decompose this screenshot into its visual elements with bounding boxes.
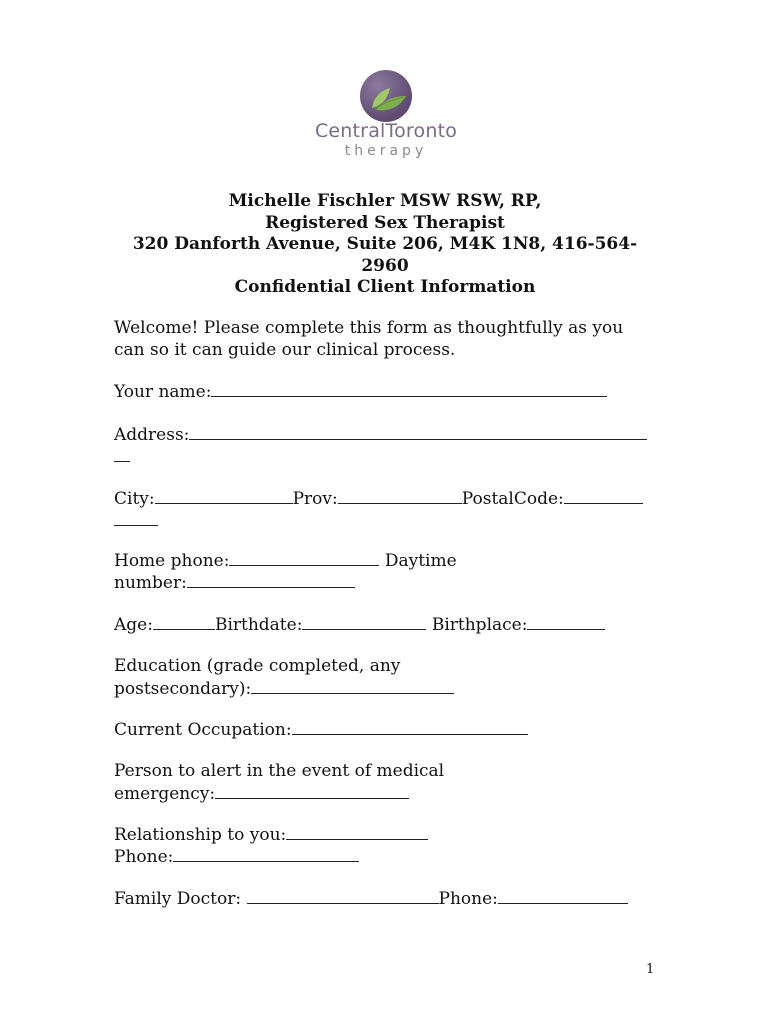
- intro-line-2: can so it can guide our clinical process.: [114, 340, 456, 360]
- page-number: 1: [646, 962, 655, 977]
- emergency-label: emergency:: [114, 784, 216, 804]
- relationship-row: [114, 824, 428, 847]
- city-field[interactable]: [155, 488, 293, 504]
- emergency-phone-field[interactable]: [173, 846, 359, 862]
- emergency-line-1: Person to alert in the event of medical: [114, 761, 445, 781]
- document-header: [114, 191, 656, 299]
- prov-label: Prov:: [292, 489, 338, 509]
- birthdate-field[interactable]: [302, 614, 426, 630]
- name-field[interactable]: [211, 381, 607, 397]
- city-row: [114, 488, 643, 511]
- daytime-number-row: [114, 572, 355, 595]
- emergency-phone-row: [114, 846, 359, 869]
- logo-sub-text: therapy: [344, 143, 428, 159]
- city-label: City:: [114, 489, 155, 509]
- address-label: Address:: [114, 425, 190, 445]
- home-phone-row: [114, 550, 457, 573]
- education-label: postsecondary):: [114, 679, 252, 699]
- relationship-label: Relationship to you:: [114, 825, 287, 845]
- age-field[interactable]: [153, 614, 215, 630]
- education-field[interactable]: [251, 678, 454, 694]
- address-row: [114, 424, 647, 447]
- central-toronto-therapy-logo: [300, 68, 470, 164]
- phone-line: 2960: [361, 255, 409, 276]
- therapist-name: Michelle Fischler MSW RSW, RP,: [228, 191, 542, 211]
- family-doctor-row: [114, 888, 628, 911]
- postal-code-field-continued[interactable]: [114, 510, 158, 526]
- form-title: Confidential Client Information: [234, 277, 536, 297]
- postal-row-continued: [114, 510, 158, 533]
- emergency-row: [114, 783, 409, 806]
- leaf-logo-icon: [360, 70, 412, 122]
- occupation-field[interactable]: [292, 719, 528, 735]
- emergency-field[interactable]: [215, 783, 409, 799]
- prov-field[interactable]: [338, 488, 462, 504]
- doctor-phone-label: Phone:: [438, 889, 498, 909]
- home-phone-label: Home phone:: [114, 551, 230, 571]
- occupation-row: [114, 719, 528, 742]
- doctor-phone-field[interactable]: [498, 888, 628, 904]
- age-label: Age:: [114, 615, 153, 635]
- family-doctor-field[interactable]: [247, 888, 439, 904]
- occupation-label: Current Occupation:: [114, 720, 292, 740]
- address-line: 320 Danforth Avenue, Suite 206, M4K 1N8, 416-564-: [132, 234, 638, 254]
- education-row: [114, 678, 454, 701]
- therapist-title: Registered Sex Therapist: [265, 212, 505, 233]
- intro-line-1: Welcome! Please complete this form as thoughtfully as you: [114, 318, 624, 338]
- logo-name-text: CentralToronto: [314, 120, 458, 142]
- address-row-continued: [114, 446, 130, 469]
- address-field[interactable]: [189, 424, 647, 440]
- postal-code-label: PostalCode:: [461, 489, 564, 509]
- home-phone-field[interactable]: [229, 550, 379, 566]
- birthplace-label: Birthplace:: [431, 615, 528, 635]
- postal-code-field[interactable]: [564, 488, 643, 504]
- birthdate-label: Birthdate:: [214, 615, 303, 635]
- daytime-number-label: number:: [114, 573, 187, 593]
- education-line-1: Education (grade completed, any: [114, 656, 401, 676]
- daytime-label: Daytime: [384, 551, 457, 571]
- name-label: Your name:: [114, 382, 212, 402]
- age-row: [114, 614, 605, 637]
- emergency-phone-label: Phone:: [114, 847, 174, 867]
- family-doctor-label: Family Doctor:: [114, 889, 242, 909]
- birthplace-field[interactable]: [527, 614, 605, 630]
- name-row: [114, 381, 607, 404]
- address-field-continued[interactable]: [114, 446, 130, 462]
- relationship-field[interactable]: [286, 824, 428, 840]
- daytime-number-field[interactable]: [187, 572, 355, 588]
